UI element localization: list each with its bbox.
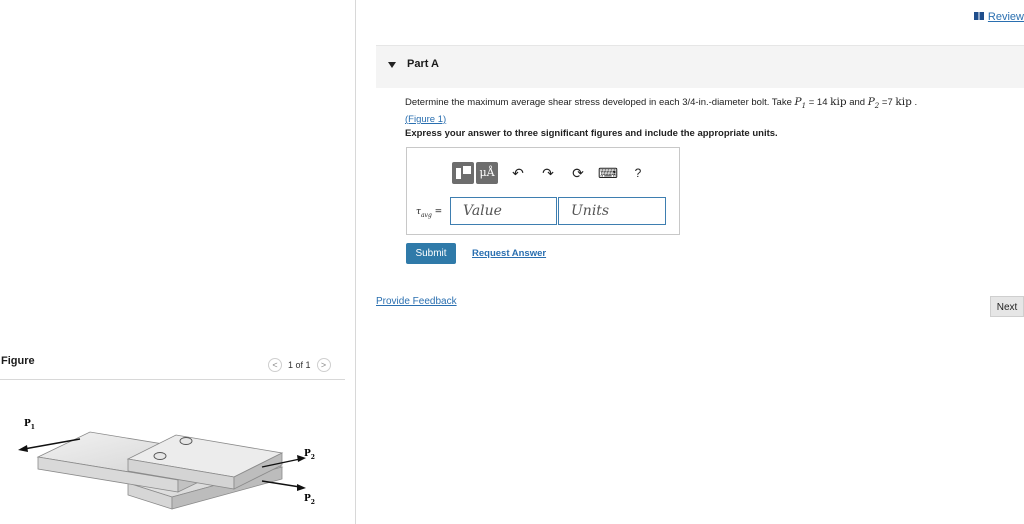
review-link[interactable] <box>974 11 1024 23</box>
caret-down-icon[interactable] <box>388 62 396 68</box>
chevron-right-icon: > <box>320 360 327 370</box>
bolt-head-2 <box>154 453 166 460</box>
p2-equals: =7 <box>879 97 896 108</box>
value-placeholder: Value <box>463 203 502 219</box>
bolted-plates-figure <box>0 395 355 524</box>
arrow-p2-lower <box>262 481 300 487</box>
label-p2-lower: P <box>304 494 311 504</box>
answer-box <box>406 147 680 235</box>
label-p2-lower-sub: 2 <box>310 499 315 506</box>
figure-pager <box>268 358 331 372</box>
units-input[interactable] <box>558 197 666 225</box>
label-p1-sub: 1 <box>30 424 35 431</box>
figure-divider <box>0 379 345 380</box>
p2-unit: kip <box>895 96 912 108</box>
question-pane <box>356 0 1024 524</box>
request-answer-link[interactable]: Request Answer <box>472 248 547 259</box>
reset-icon[interactable]: ⟳ <box>572 164 584 181</box>
instruction-text: Express your answer to three significant figures and include the appropriate units. <box>405 128 778 139</box>
p2-subscript: 2 <box>874 101 880 110</box>
units-placeholder: Units <box>571 203 610 219</box>
part-title: Part A <box>407 58 439 70</box>
tau-subscript: avg <box>420 211 432 219</box>
label-p2-upper: P <box>304 449 311 459</box>
submit-button[interactable]: Submit <box>406 243 456 264</box>
p1-equals: = 14 <box>806 97 831 108</box>
svg-text:P1 <box>24 419 35 431</box>
svg-text:P2 <box>304 494 315 506</box>
next-figure-button[interactable] <box>317 358 331 372</box>
arrow-p2-lower-head <box>297 484 306 491</box>
p1-symbol: P <box>794 96 802 108</box>
p2-symbol: P <box>867 96 875 108</box>
redo-icon[interactable]: ↷ <box>542 164 554 181</box>
label-p1: P <box>24 419 31 429</box>
tau-symbol: τ <box>416 207 421 217</box>
problem-text: Determine the maximum average shear stress developed in each 3/4-in.-diameter bolt. Take <box>405 97 795 108</box>
part-header[interactable] <box>376 45 1024 88</box>
units-symbols-button[interactable]: μÅ <box>476 162 498 184</box>
undo-icon[interactable]: ↶ <box>512 164 524 181</box>
figure-title: Figure <box>1 355 35 367</box>
problem-statement <box>405 96 1005 126</box>
help-icon[interactable]: ? <box>634 166 642 180</box>
figure-page-count: 1 of 1 <box>288 360 311 370</box>
figure-pane <box>0 0 356 524</box>
next-button[interactable]: Next <box>990 296 1024 317</box>
keyboard-icon[interactable]: ⌨ <box>597 164 619 181</box>
equals-sign: = <box>434 207 443 217</box>
review-label: Review <box>987 11 1024 23</box>
arrow-p1-head <box>18 445 28 452</box>
templates-button[interactable] <box>452 162 474 184</box>
chevron-left-icon: < <box>272 360 278 370</box>
math-toolbar <box>452 161 650 185</box>
p1-unit: kip <box>830 96 847 108</box>
answer-symbol <box>416 207 442 219</box>
problem-and: and <box>846 97 868 108</box>
figure-link[interactable]: (Figure 1) <box>405 113 447 125</box>
problem-end: . <box>911 97 918 108</box>
label-p2-upper-sub: 2 <box>310 454 315 461</box>
value-input[interactable] <box>450 197 557 225</box>
provide-feedback-link[interactable]: Provide Feedback <box>376 296 457 307</box>
bolt-head-1 <box>180 438 192 445</box>
prev-figure-button[interactable] <box>268 358 282 372</box>
review-icon <box>974 12 984 20</box>
p1-subscript: 1 <box>801 101 807 110</box>
svg-text:P2 <box>304 449 315 461</box>
